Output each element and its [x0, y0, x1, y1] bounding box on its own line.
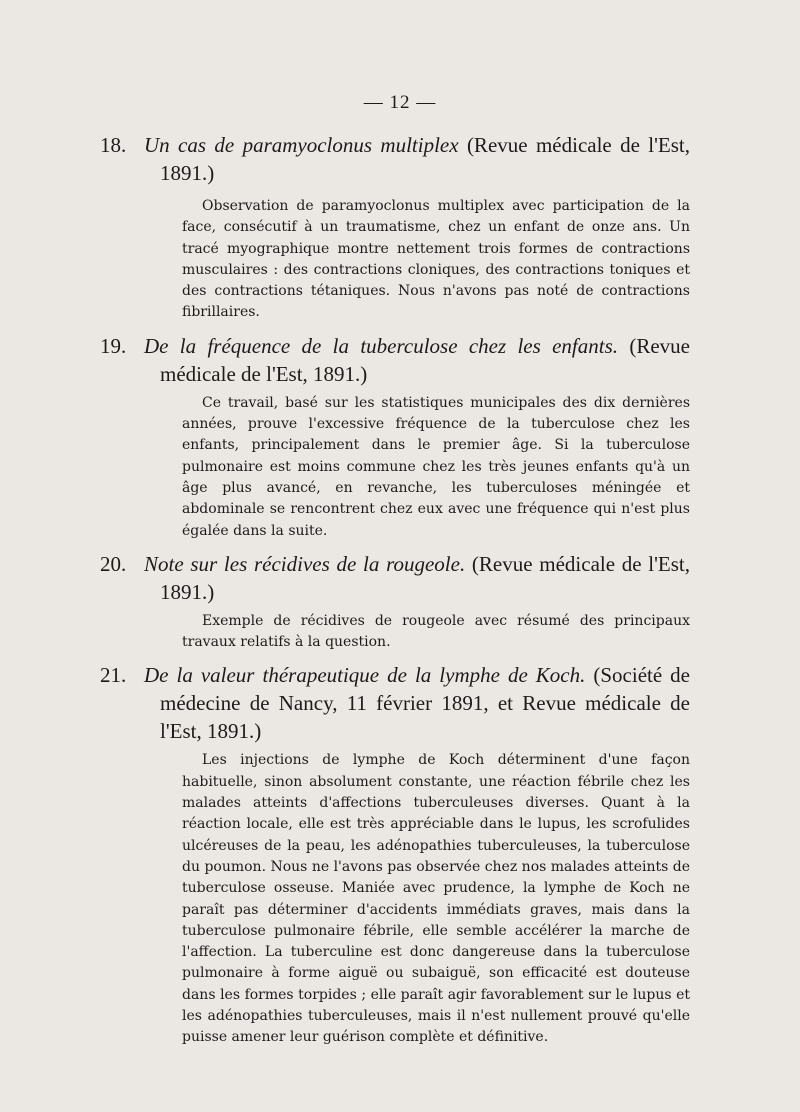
entry-title: De la fréquence de la tuberculose chez les enfants.: [144, 333, 619, 358]
entry-summary: Ce travail, basé sur les statistiques municipales des dix dernières années, prouve l'excessive fréquence de la tuberculose chez les enfants, principalement dans le premier âge. Si la tuberculose pulmonaire est moins commune chez les très jeunes enfants qu'à un âge plus avancé, en revanche, les tuberculoses méningée et abdominale se rencontrent chez eux avec une fréquence qui n'est plus égalée dans la suite.: [182, 394, 690, 539]
entry-heading: [100, 550, 690, 606]
entry-source: (Revue médicale de l'Est, 1891.): [160, 551, 691, 604]
bibliography-entry-19: [100, 332, 690, 542]
entry-summary: Les injections de lymphe de Koch déterminent d'une façon habituelle, sinon absolument constante, une réaction fébrile chez les malades atteints d'affections tuberculeuses diverses. Quant à la réaction locale, elle est très appréciable dans le lupus, les scrofulides ulcéreuses de la peau, les adénopathies tuberculeuses, la tuberculose du poumon. Nous ne l'avons pas observée chez nos malades atteints de tuberculose osseuse. Maniée avec prudence, la lymphe de Koch ne paraît pas déterminer d'accidents immédiats graves, mais dans la tuberculose pulmonaire fébrile, elle semble accélérer la marche de l'affection. La tuberculine est donc dangereuse dans la tuberculose pulmonaire à forme aiguë ou subaiguë, son efficacité est douteuse dans les formes torpides ; elle paraît agir favorablement sur le lupus et les adénopathies tuberculeuses, mais il n'est nullement prouvé qu'elle puisse amener leur guérison complète et définitive.: [182, 752, 690, 1046]
bibliography-entry-18: [100, 131, 690, 324]
entry-number: 21.: [100, 663, 127, 688]
page-number: — 12 —: [363, 92, 437, 113]
entry-number: 19.: [100, 333, 127, 358]
bibliography-entry-21: [100, 661, 690, 1048]
entry-summary: Exemple de récidives de rougeole avec résumé des principaux travaux relatifs à la question.: [182, 612, 690, 651]
entry-number: 18.: [100, 133, 127, 157]
entry-summary: Observation de paramyoclonus multiplex avec participation de la face, consécutif à un traumatisme, chez un enfant de onze ans. Un tracé myographique montre nettement trois formes de contractions musculaires : des contractions cloniques, des contractions toniques et des contractions tétaniques. Nous n'avons pas noté de contractions fibrillaires.: [182, 198, 690, 321]
entry-source: (Revue médicale de l'Est, 1891.): [160, 133, 690, 185]
entry-source: (Société de médecine de Nancy, 11 février 1891, et Revue médicale de l'Est, 1891.): [160, 663, 690, 744]
entry-heading: [100, 661, 690, 745]
entry-heading: [100, 332, 690, 388]
entry-source: (Revue médicale de l'Est, 1891.): [160, 333, 690, 386]
entry-number: 20.: [100, 551, 127, 576]
entry-title: De la valeur thérapeutique de la lymphe de Koch.: [144, 663, 586, 688]
entry-title: Un cas de paramyoclonus multiplex: [144, 133, 459, 157]
bibliography-entry-20: [100, 550, 690, 654]
entry-title: Note sur les récidives de la rougeole.: [144, 551, 466, 576]
entry-heading: [100, 131, 690, 187]
bibliography-list: [100, 131, 690, 1057]
